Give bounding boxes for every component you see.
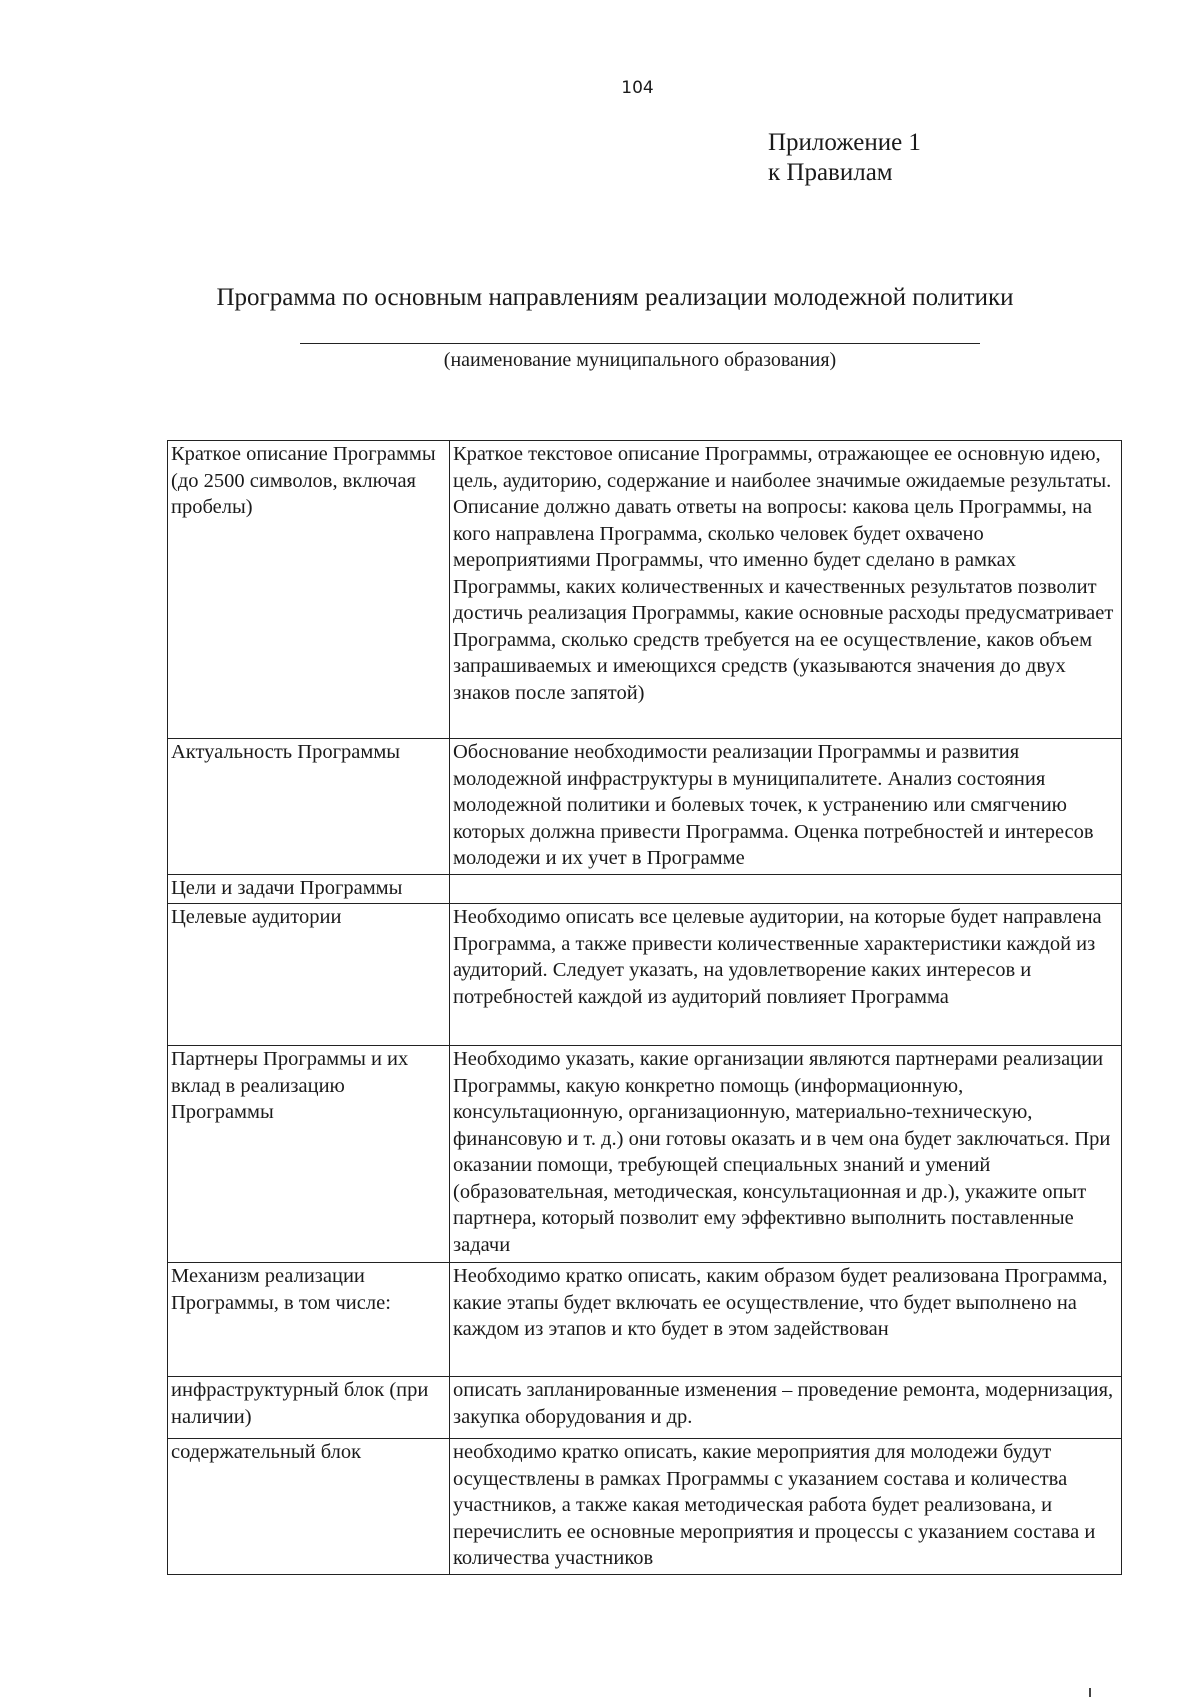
row-label: Цели и задачи Программы [168, 874, 450, 904]
municipality-caption: (наименование муниципального образования) [443, 349, 837, 371]
program-table [167, 440, 1122, 1575]
row-label: Целевые аудитории [168, 904, 450, 1046]
row-label: Механизм реализации Программы, в том числе: [168, 1263, 450, 1377]
appendix-reference [768, 128, 921, 188]
appendix-line-1: Приложение 1 [768, 129, 921, 156]
table-row [168, 1046, 1122, 1263]
row-description: Необходимо указать, какие организации являются партнерами реализации Программы, какую конкретно помощь (информационную, консультационную, организационную, материально-техническую, финансовую и т. д.) они готовы оказать и в чем она будет заключаться. При оказании помощи, требующей специальных знаний и умений (образовательная, методическая, консультационная и др.), укажите опыт партнера, который позволит ему эффективно выполнить поставленные задачи [450, 1046, 1122, 1263]
row-label: Партнеры Программы и их вклад в реализацию Программы [168, 1046, 450, 1263]
row-label: Актуальность Программы [168, 739, 450, 875]
row-label: Краткое описание Программы (до 2500 символов, включая пробелы) [168, 441, 450, 739]
table-row [168, 1439, 1122, 1575]
row-description [450, 874, 1122, 904]
row-description: необходимо кратко описать, какие мероприятия для молодежи будут осуществлены в рамках Программы с указанием состава и количества участников, а также какая методическая работа будет реализована, и перечислить ее основные мероприятия и процессы с указанием состава и количества участников [450, 1439, 1122, 1575]
row-label: инфраструктурный блок (при наличии) [168, 1377, 450, 1439]
table-row [168, 1377, 1122, 1439]
row-description: Обоснование необходимости реализации Программы и развития молодежной инфраструктуры в муниципалитете. Анализ состояния молодежной политики и болевых точек, к устранению или смягчению которых должна привести Программа. Оценка потребностей и интересов молодежи и их учет в Программе [450, 739, 1122, 875]
table-row [168, 441, 1122, 739]
row-description: Краткое текстовое описание Программы, отражающее ее основную идею, цель, аудиторию, содержание и наиболее значимые ожидаемые результаты. Описание должно давать ответы на вопросы: какова цель Программы, на кого направлена Программа, сколько человек будет охвачено мероприятиями Программы, что именно будет сделано в рамках Программы, каких количественных и качественных результатов позволит достичь реализация Программы, какие основные расходы предусматривает Программа, сколько средств требуется на ее осуществление, каков объем запрашиваемых и имеющихся средств (указываются значения до двух знаков после запятой) [450, 441, 1122, 739]
table-row [168, 874, 1122, 904]
document-title: Программа по основным направлениям реализации молодежной политики [216, 284, 1014, 311]
row-description: Необходимо кратко описать, каким образом будет реализована Программа, какие этапы будет включать ее осуществление, что будет выполнено на каждом из этапов и кто будет в этом задействован [450, 1263, 1122, 1377]
appendix-line-2: к Правилам [768, 159, 893, 186]
row-description: Необходимо описать все целевые аудитории, на которые будет направлена Программа, а также привести количественные характеристики каждой из аудиторий. Следует указать, на удовлетворение каких интересов и потребностей каждой из аудиторий повлияет Программа [450, 904, 1122, 1046]
page-number: 104 [621, 78, 654, 98]
table-row [168, 1263, 1122, 1377]
table-row [168, 739, 1122, 875]
table-row [168, 904, 1122, 1046]
row-description: описать запланированные изменения – проведение ремонта, модернизация, закупка оборудования и др. [450, 1377, 1122, 1439]
municipality-blank-line [300, 343, 980, 344]
row-label: содержательный блок [168, 1439, 450, 1575]
scan-artifact-mark [1089, 1688, 1091, 1697]
